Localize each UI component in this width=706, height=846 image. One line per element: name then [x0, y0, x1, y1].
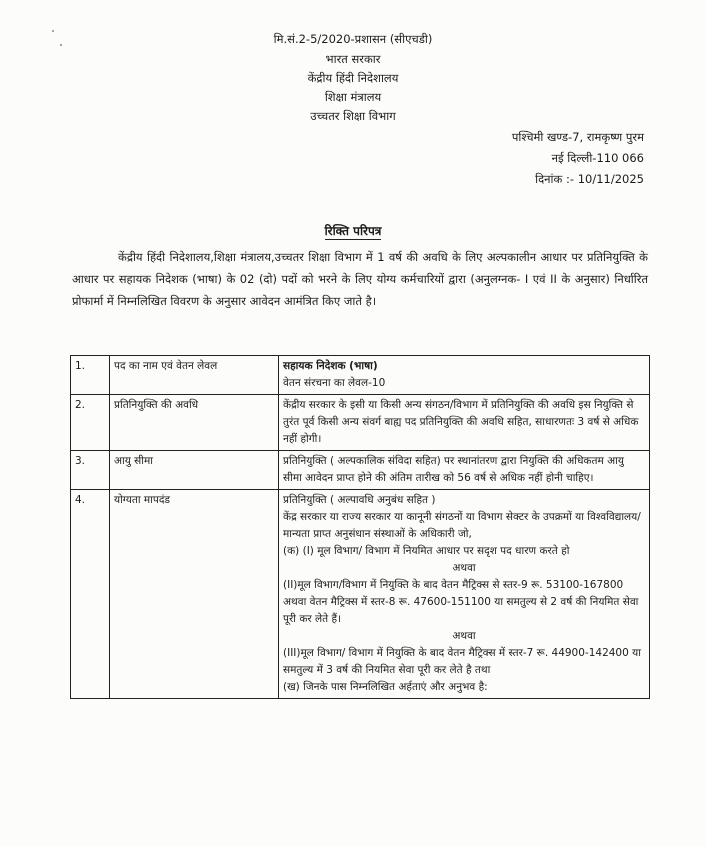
circular-title: रिक्ति परिपत्र: [324, 224, 382, 238]
vacancy-table: [70, 355, 650, 699]
ministry-name: शिक्षा मंत्रालय: [324, 90, 382, 104]
field-value: प्रतिनियुक्ति ( अल्पकालिक संविदा सहित) पर स्थानांतरण द्वारा नियुक्ति की अधिकतम आयु सीमा आवेदन प्राप्त होने की अंतिम तारीख को 56 वर्ष से अधिक नहीं होनी चाहिए।: [279, 451, 650, 490]
field-value: [279, 356, 650, 395]
qualification-clause: (ख) जिनके पास निम्नलिखित अर्हताएं और अनुभव है:: [283, 681, 488, 693]
row-number: 3.: [71, 451, 110, 490]
post-name: सहायक निदेशक (भाषा): [283, 360, 378, 372]
issue-date: दिनांक :- 10/11/2025: [535, 172, 644, 186]
eligibility-clause-1: (क) (I) मूल विभाग/ विभाग में नियमित आधार पर सदृश पद धारण करते हो: [283, 545, 570, 557]
field-label: आयु सीमा: [110, 451, 279, 490]
table-row: [71, 356, 650, 395]
govt-name: भारत सरकार: [325, 52, 381, 66]
intro-paragraph: केंद्रीय हिंदी निदेशालय,शिक्षा मंत्रालय,उच्चतर शिक्षा विभाग में 1 वर्ष की अवधि के लिए अल्पकालीन आधार पर प्रतिनियुक्ति के आधार पर सहायक निदेशक (भाषा) के 02 (दो) पदों को भरने के लिए योग्य कर्मचारियों द्वारा (अनुलग्नक- I एवं II के अनुसार) निर्धारित प्रोफार्मा में निम्नलिखित विवरण के अनुसार आवेदन आमंत्रित किए जाते है।: [72, 250, 648, 308]
table-row: [71, 451, 650, 490]
row-number: 4.: [71, 490, 110, 699]
eligibility-clause-2: (II)मूल विभाग/विभाग में नियुक्ति के बाद वेतन मैट्रिक्स से स्तर-9 रू. 53100-167800 अथवा वेतन मैट्रिक्स में स्तर-8 रू. 47600-151100 या समतुल्य से 2 वर्ष की नियमित सेवा पूरी कर लेते हैं।: [283, 579, 639, 625]
directorate-name: केंद्रीय हिंदी निदेशालय: [307, 71, 399, 85]
field-value: [279, 490, 650, 699]
department-name: उच्चतर शिक्षा विभाग: [310, 109, 396, 123]
field-label: पद का नाम एवं वेतन लेवल: [110, 356, 279, 395]
or-separator: अथवा: [452, 630, 476, 642]
eligibility-clause-3: (III)मूल विभाग/ विभाग में नियुक्ति के बाद वेतन मैट्रिक्स में स्तर-7 रू. 44900-142400 या समतुल्य में 3 वर्ष की नियमित सेवा पूरी कर लेते है तथा: [283, 647, 641, 676]
field-label: प्रतिनियुक्ति की अवधि: [110, 395, 279, 451]
table-row: [71, 395, 650, 451]
table-row: [71, 490, 650, 699]
field-label: योग्यता मापदंड: [110, 490, 279, 699]
eligibility-heading: प्रतिनियुक्ति ( अल्पावधि अनुबंध सहित ): [283, 494, 436, 506]
row-number: 1.: [71, 356, 110, 395]
field-value: केंद्रीय सरकार के इसी या किसी अन्य संगठन/विभाग में प्रतिनियुक्ति की अवधि इस नियुक्ति से तुरंत पूर्व किसी अन्य संवर्ग बाह्य पद प्रतिनियुक्ति की अवधि सहित, साधारणतः 3 वर्ष से अधिक नहीं होगी।: [279, 395, 650, 451]
address-line2: नई दिल्ली-110 066: [551, 151, 644, 165]
eligibility-officers: केंद्र सरकार या राज्य सरकार या कानूनी संगठनों या विभाग सेक्टर के उपक्रमों या विश्वविद्यालय/मान्यता प्राप्त अनुसंधान संस्थाओं के अधिकारी जो,: [283, 511, 641, 540]
or-separator: अथवा: [452, 562, 476, 574]
row-number: 2.: [71, 395, 110, 451]
pay-level: वेतन संरचना का लेवल-10: [283, 377, 386, 389]
address-line1: पश्चिमी खण्ड-7, रामकृष्ण पुरम: [511, 130, 644, 144]
file-number: मि.सं.2-5/2020-प्रशासन (सीएचडी): [273, 32, 433, 46]
